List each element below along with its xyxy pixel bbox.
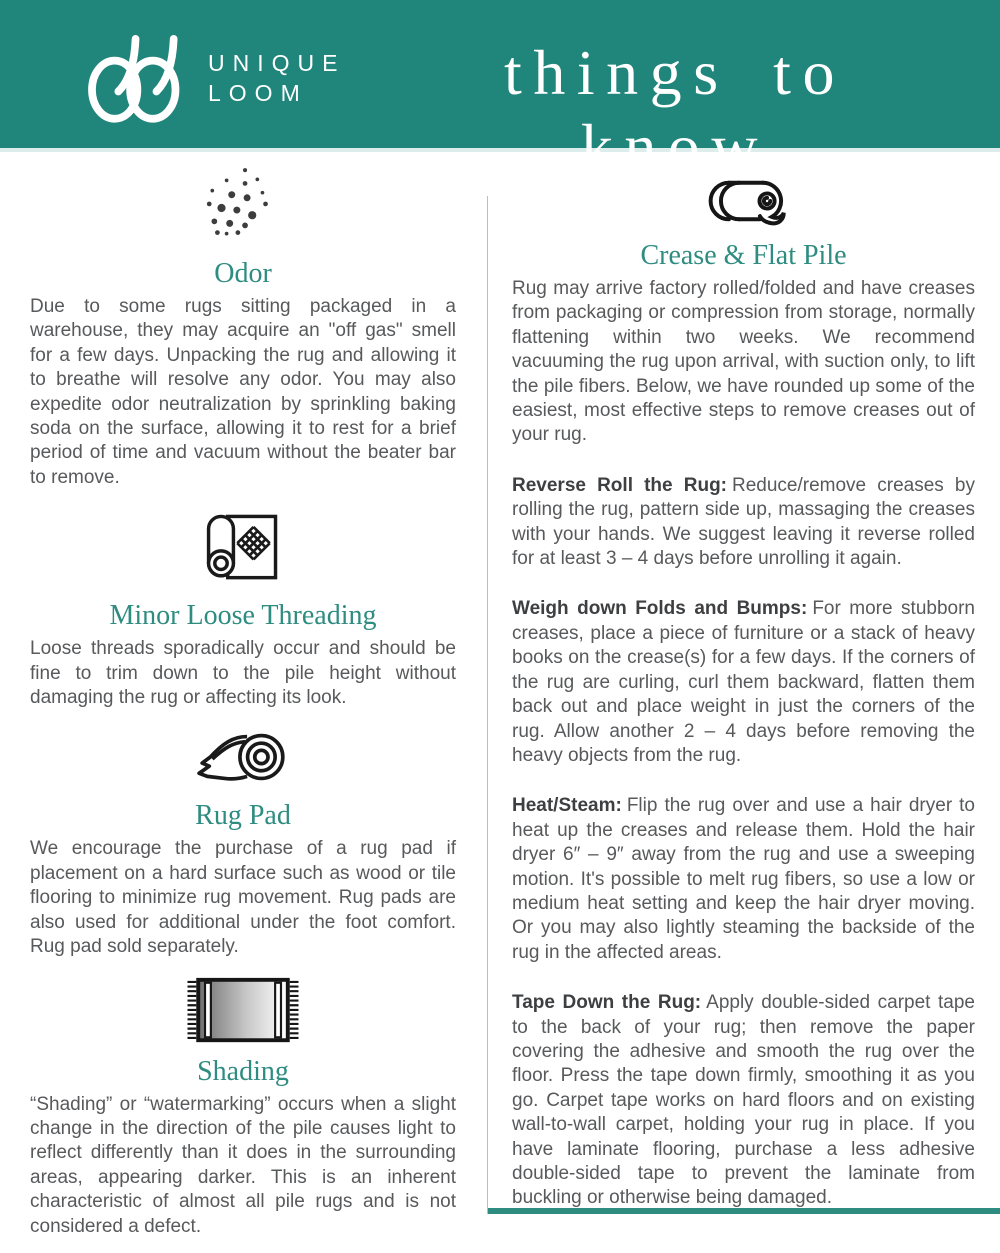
page-title: things to know [504, 37, 846, 182]
step-label-reverse-roll: Reverse Roll the Rug: [512, 474, 727, 496]
unique-loom-logo-icon [82, 26, 200, 128]
step-text-heat-steam: Flip the rug over and use a hair dryer to heat up the creases and release them. Hold the hair dryer 6″ – 9″ away from the rug and use a sweeping motion. It's possible to melt rug fibers, so use a low or medium heat setting and keep the hair dryer moving. Or you may also lightly steaming the backside of the rug in the affected areas. [512, 795, 975, 963]
step-text-weigh-down: For more stubborn creases, place a piece of furniture or a stack of heavy books on the crease(s) for a few days. If the corners of the rug are curling, curl them backward, flatten them back out and place weight in just the corners of the rug. Allow another 2 – 4 days before removing the heavy objects from the rug. [512, 598, 975, 766]
step-weigh-down [512, 597, 975, 768]
right-column [512, 170, 975, 1230]
section-rug-pad [30, 724, 456, 959]
section-loose-threading [30, 504, 456, 710]
step-heat-steam [512, 794, 975, 965]
section-shading [30, 974, 456, 1239]
step-label-tape-down: Tape Down the Rug: [512, 992, 702, 1014]
column-divider [487, 196, 488, 1214]
left-column [30, 164, 456, 1253]
section-title-shading: Shading [197, 1055, 289, 1087]
crease-intro: Rug may arrive factory rolled/folded and have creases from packaging or compression from storage, normally flattening within two weeks. We recommend vacuuming the rug upon arrival, with suction only, to lift the pile fibers. Below, we have rounded up some of the easiest, most effective steps to remove creases out of your rug. [512, 278, 975, 446]
step-tape-down [512, 991, 975, 1211]
section-title-odor: Odor [214, 258, 272, 289]
step-text-tape-down: Apply double-sided carpet tape to the back of your rug; then remove the paper covering the adhesive and smooth the rug over the floor. Press the tape down firmly, smoothing it as you go. Carpet tape works on hard floors and on existing wall-to-wall carpet, holding your rug in place. If you have laminate flooring, purchase a less adhesive double-sided tape to prevent the laminate from buckling or otherwise being damaged. [512, 992, 975, 1209]
step-label-weigh-down: Weigh down Folds and Bumps: [512, 598, 808, 620]
shading-gradient-rug-icon [30, 974, 456, 1053]
brand-line1: UNIQUE [208, 50, 346, 76]
brand-line2: LOOM [208, 80, 308, 106]
header-banner [0, 0, 1000, 182]
loose-threading-rug-roll-icon [30, 504, 456, 597]
step-reverse-roll [512, 474, 975, 572]
section-title-crease: Crease & Flat Pile [640, 240, 847, 271]
step-label-heat-steam: Heat/Steam: [512, 795, 622, 817]
section-body-odor: Due to some rugs sitting packaged in a warehouse, they may acquire an "off gas" smell for a few days. Unpacking the rug and allowing it to breathe will resolve any odor. You may also expedite odor neutralization by sprinkling baking soda on the surface, allowing it to rest for a brief period of time and vacuum without the beater bar to remove. [30, 296, 456, 488]
section-title-loose-threading: Minor Loose Threading [109, 600, 377, 632]
brand-name [208, 48, 345, 108]
section-body-rug-pad: We encourage the purchase of a rug pad if placement on a hard surface such as wood or tile flooring to minimize rug movement. Rug pads are also used for additional under the foot comfort. Rug pad sold separately. [30, 838, 456, 958]
step-text-reverse-roll: Reduce/remove creases by rolling the rug, pattern side up, massaging the creases with your hands. We suggest leaving it reverse rolled for at least 3 – 4 days before unrolling it again. [512, 474, 975, 570]
section-body-shading: “Shading” or “watermarking” occurs when a slight change in the direction of the pile causes light to reflect differently than it does in the surrounding areas, appearing darker. This is an inherent characteristic of almost all pile rugs and is not considered a defect. [30, 1093, 456, 1237]
odor-dots-icon [30, 164, 456, 255]
rug-pad-roll-icon [30, 724, 456, 797]
rolled-rug-spiral-icon [512, 170, 975, 237]
section-body-loose-threading: Loose threads sporadically occur and should be fine to trim down to the pile height without damaging the rug or affecting its look. [30, 638, 456, 709]
section-odor [30, 164, 456, 490]
section-title-rug-pad: Rug Pad [195, 800, 291, 832]
